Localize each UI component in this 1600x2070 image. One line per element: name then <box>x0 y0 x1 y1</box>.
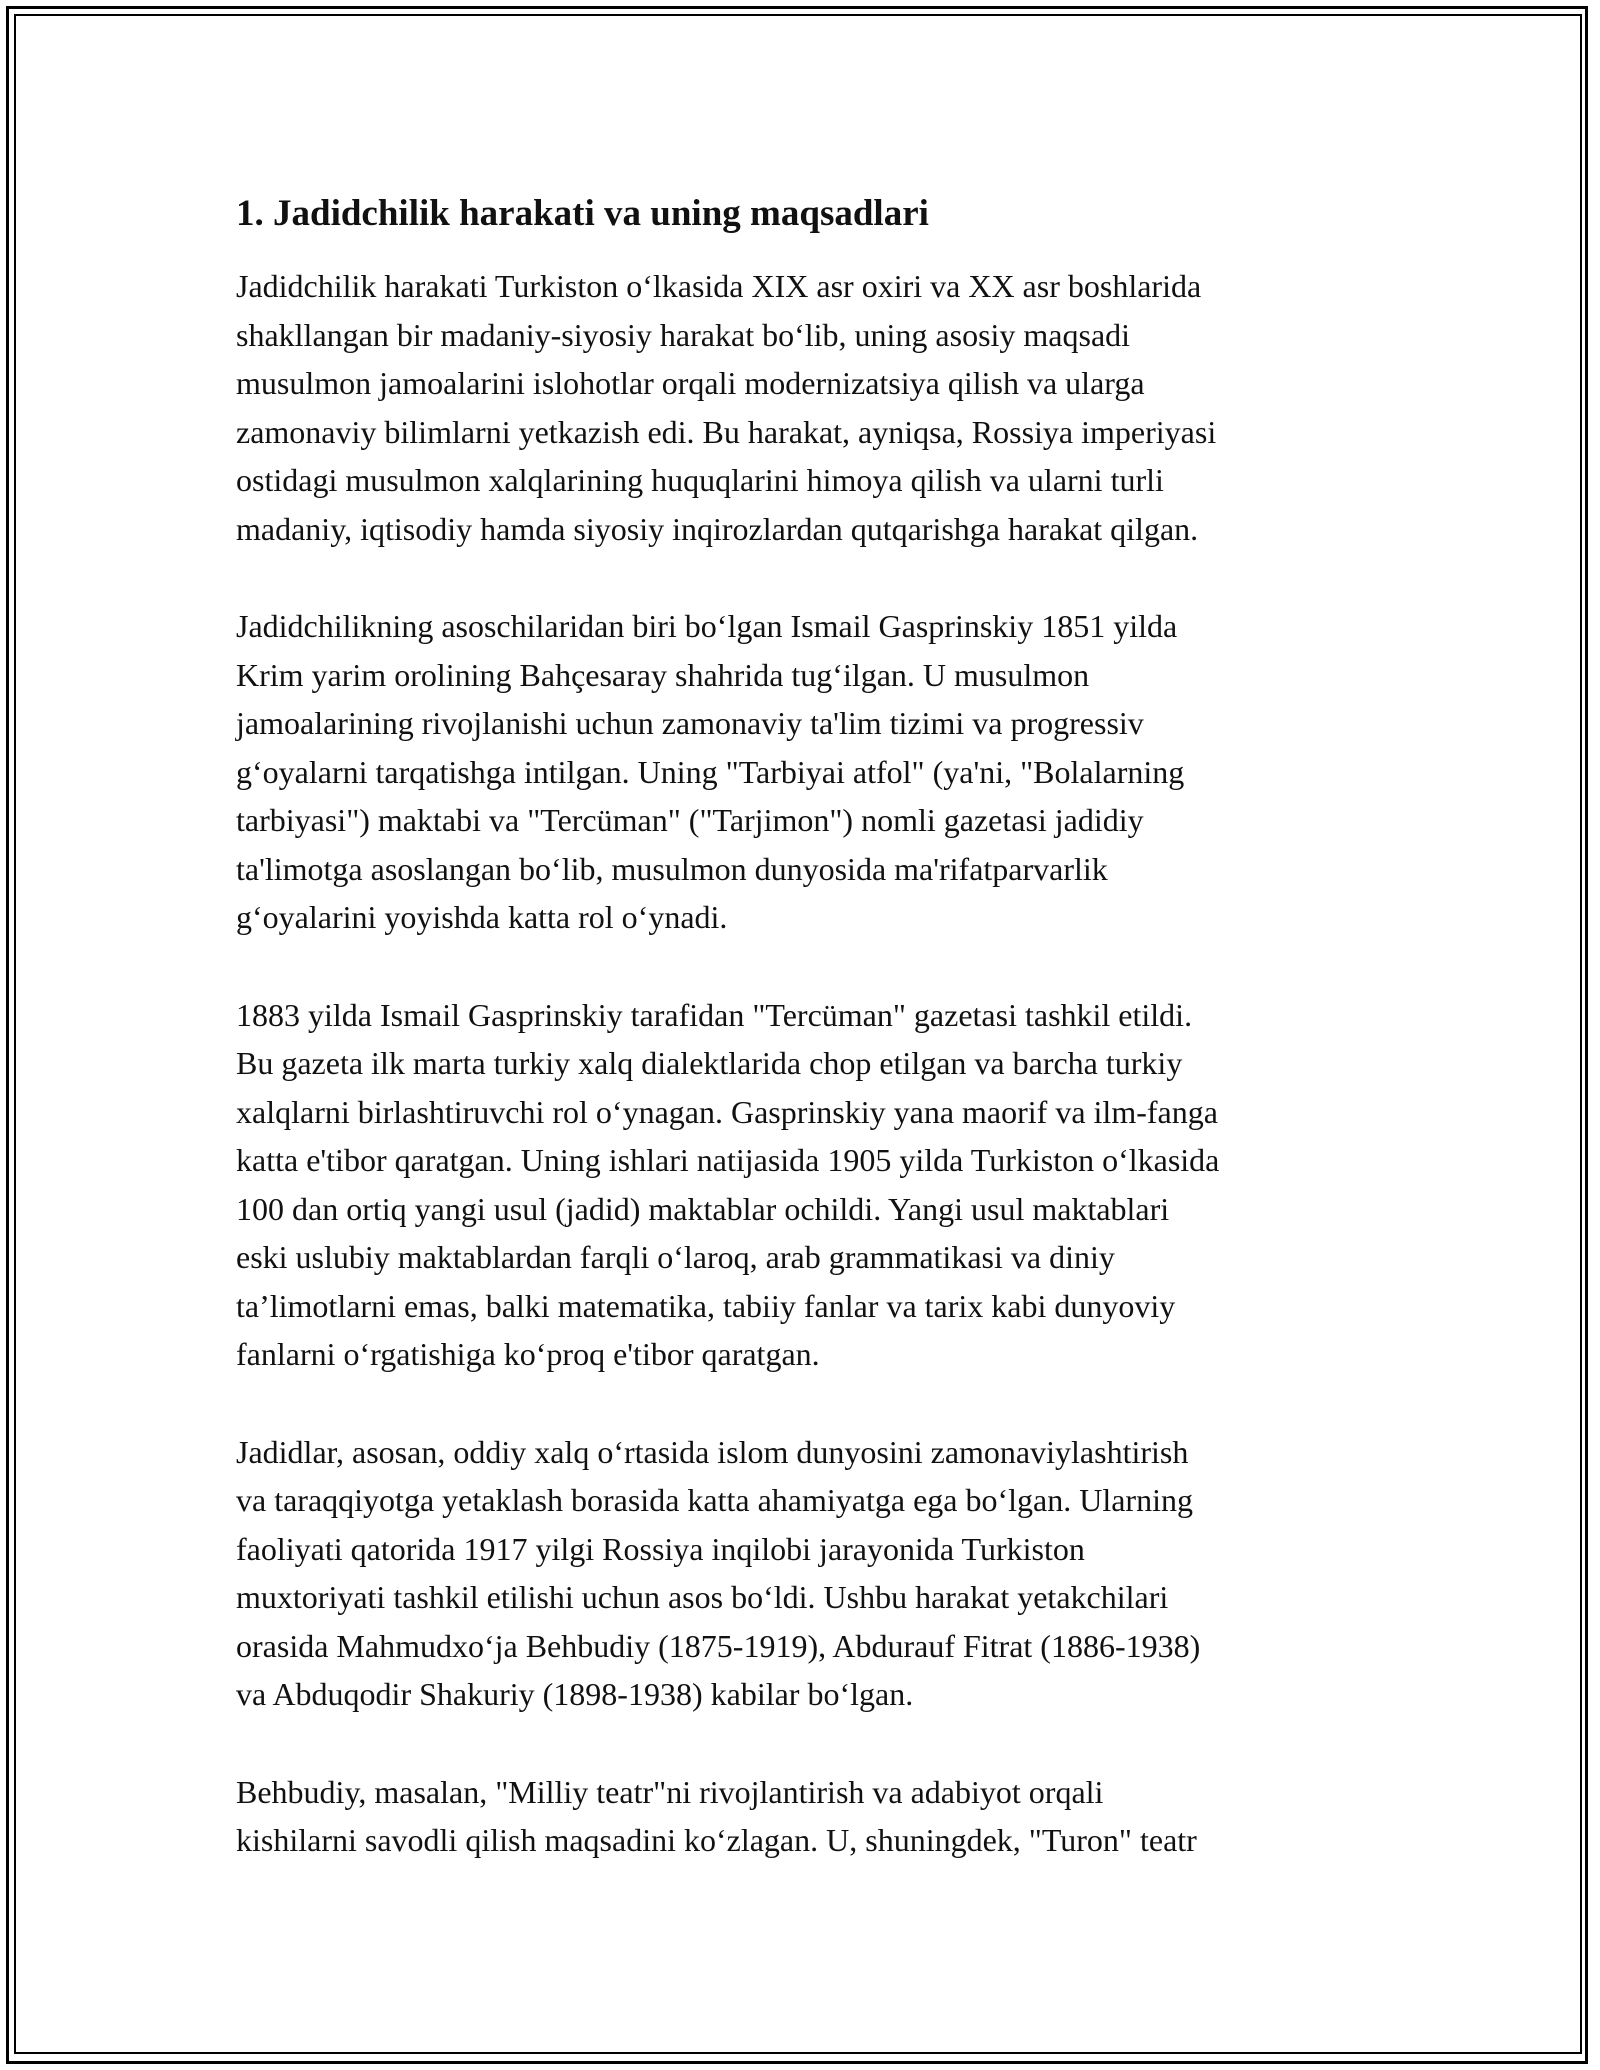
text-line: Bu gazeta ilk marta turkiy xalq dialektlarida chop etilgan va barcha turkiy <box>236 1045 1183 1081</box>
paragraph-1 <box>236 262 1376 553</box>
text-line: jamoalarining rivojlanishi uchun zamonaviy ta'lim tizimi va progressiv <box>236 705 1144 741</box>
text-line: zamonaviy bilimlarni yetkazish edi. Bu harakat, ayniqsa, Rossiya imperiyasi <box>236 413 1217 450</box>
text-line: va taraqqiyotga yetaklash borasida katta ahamiyatga ega bo‘lgan. Ularning <box>236 1482 1193 1518</box>
text-line: orasida Mahmudxo‘ja Behbudiy (1875-1919), Abdurauf Fitrat (1886-1938) <box>236 1627 1201 1664</box>
text-line: Behbudiy, masalan, "Milliy teatr"ni rivojlantirish va adabiyot orqali <box>236 1773 1104 1810</box>
text-line: katta e'tibor qaratgan. Uning ishlari natijasida 1905 yilda Turkiston o‘lkasida <box>236 1142 1220 1178</box>
text-line: Krim yarim orolining Bahçesaray shahrida tug‘ilgan. U musulmon <box>236 656 1090 693</box>
text-line: va Abduqodir Shakuriy (1898-1938) kabilar bo‘lgan. <box>236 1676 914 1712</box>
text-line: ta’limotlarni emas, balki matematika, tabiiy fanlar va tarix kabi dunyoviy <box>236 1287 1176 1324</box>
text-line: xalqlarni birlashtiruvchi rol o‘ynagan. Gasprinskiy yana maorif va ilm-fanga <box>236 1093 1218 1130</box>
text-line: 100 dan ortiq yangi usul (jadid) maktablar ochildi. Yangi usul maktablari <box>236 1190 1170 1227</box>
text-line: Jadidchilik harakati Turkiston o‘lkasida XIX asr oxiri va XX asr boshlarida <box>236 268 1202 304</box>
text-line: ostidagi musulmon xalqlarining huquqlarini himoya qilish va ularni turli <box>236 462 1164 498</box>
text-line: madaniy, iqtisodiy hamda siyosiy inqirozlardan qutqarishga harakat qilgan. <box>236 510 1199 547</box>
document-body <box>236 190 1376 1914</box>
text-line: fanlarni o‘rgatishiga ko‘proq e'tibor qaratgan. <box>236 1336 820 1372</box>
text-line: muxtoriyati tashkil etilishi uchun asos bo‘ldi. Ushbu harakat yetakchilari <box>236 1579 1169 1615</box>
paragraph-2 <box>236 602 1376 942</box>
text-line: g‘oyalarini yoyishda katta rol o‘ynadi. <box>236 899 728 935</box>
text-line: tarbiyasi") maktabi va "Tercüman" ("Tarjimon") nomli gazetasi jadidiy <box>236 802 1144 838</box>
paragraph-3 <box>236 991 1376 1379</box>
text-line: ta'limotga asoslangan bo‘lib, musulmon dunyosida ma'rifatparvarlik <box>236 850 1108 887</box>
text-line: Jadidlar, asosan, oddiy xalq o‘rtasida islom dunyosini zamonaviylashtirish <box>236 1433 1189 1470</box>
text-line: eski uslubiy maktablardan farqli o‘laroq, arab grammatikasi va diniy <box>236 1239 1115 1275</box>
text-line: musulmon jamoalarini islohotlar orqali modernizatsiya qilish va ularga <box>236 365 1145 401</box>
text-line: 1883 yilda Ismail Gasprinskiy tarafidan "Tercüman" gazetasi tashkil etildi. <box>236 996 1193 1033</box>
text-line: faoliyati qatorida 1917 yilgi Rossiya inqilobi jarayonida Turkiston <box>236 1530 1085 1567</box>
text-line: shakllangan bir madaniy-siyosiy harakat bo‘lib, uning asosiy maqsadi <box>236 316 1131 353</box>
paragraph-5 <box>236 1768 1376 1865</box>
paragraph-4 <box>236 1428 1376 1719</box>
section-heading: 1. Jadidchilik harakati va uning maqsadlari <box>236 193 929 234</box>
text-line: g‘oyalarni tarqatishga intilgan. Uning "Tarbiyai atfol" (ya'ni, "Bolalarning <box>236 753 1185 790</box>
text-line: kishilarni savodli qilish maqsadini ko‘zlagan. U, shuningdek, "Turon" teatr <box>236 1822 1197 1858</box>
text-line: Jadidchilikning asoschilaridan biri bo‘lgan Ismail Gasprinskiy 1851 yilda <box>236 608 1178 644</box>
